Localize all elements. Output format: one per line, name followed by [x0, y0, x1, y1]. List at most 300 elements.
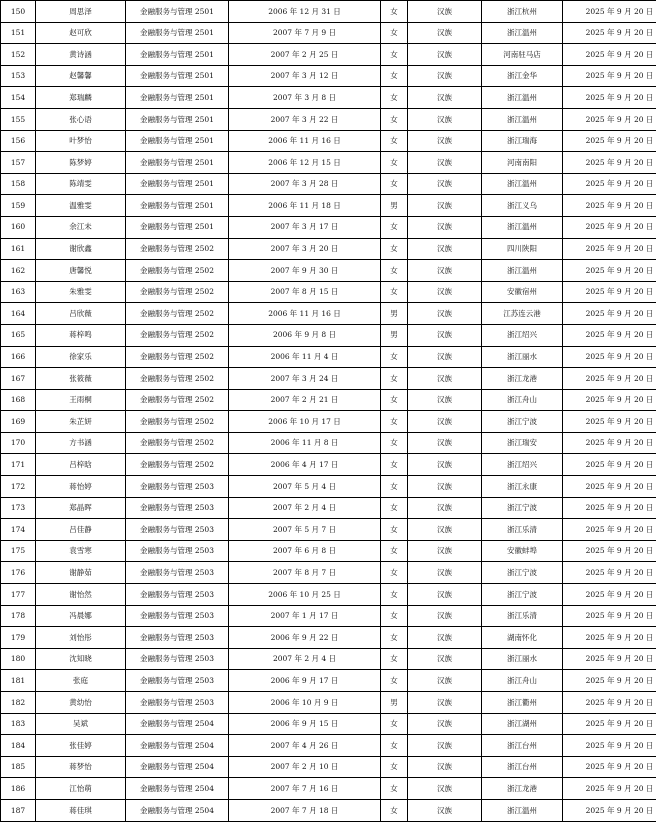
origin-cell: 浙江湖州 — [482, 713, 563, 735]
table-row — [1, 22, 656, 44]
student-name-cell: 蒋梦怡 — [36, 756, 126, 778]
row-number-cell: 168 — [1, 389, 36, 411]
origin-cell: 浙江宁波 — [482, 562, 563, 584]
enrollment-date-cell: 2025 年 9 月 20 日 — [563, 713, 656, 735]
class-name-cell: 金融服务与管理 2503 — [126, 497, 229, 519]
ethnicity-cell: 汉族 — [408, 87, 482, 109]
row-number-cell: 186 — [1, 778, 36, 800]
origin-cell: 浙江温州 — [482, 87, 563, 109]
student-name-cell: 吕佳静 — [36, 519, 126, 541]
row-number-cell: 154 — [1, 87, 36, 109]
student-name-cell: 沈知晓 — [36, 648, 126, 670]
table-row — [1, 389, 656, 411]
birth-date-cell: 2007 年 2 月 4 日 — [229, 497, 381, 519]
gender-cell: 男 — [381, 195, 408, 217]
class-name-cell: 金融服务与管理 2502 — [126, 432, 229, 454]
origin-cell: 浙江杭州 — [482, 1, 563, 23]
gender-cell: 女 — [381, 1, 408, 23]
enrollment-date-cell: 2025 年 9 月 20 日 — [563, 778, 656, 800]
student-name-cell: 刘怡彤 — [36, 627, 126, 649]
table-row — [1, 1, 656, 23]
row-number-cell: 183 — [1, 713, 36, 735]
enrollment-date-cell: 2025 年 9 月 20 日 — [563, 281, 656, 303]
class-name-cell: 金融服务与管理 2503 — [126, 519, 229, 541]
birth-date-cell: 2007 年 3 月 12 日 — [229, 65, 381, 87]
gender-cell: 女 — [381, 173, 408, 195]
enrollment-date-cell: 2025 年 9 月 20 日 — [563, 130, 656, 152]
ethnicity-cell: 汉族 — [408, 303, 482, 325]
table-row — [1, 44, 656, 66]
ethnicity-cell: 汉族 — [408, 713, 482, 735]
row-number-cell: 157 — [1, 152, 36, 174]
birth-date-cell: 2006 年 4 月 17 日 — [229, 454, 381, 476]
ethnicity-cell: 汉族 — [408, 476, 482, 498]
origin-cell: 四川陕阳 — [482, 238, 563, 260]
class-name-cell: 金融服务与管理 2501 — [126, 173, 229, 195]
ethnicity-cell: 汉族 — [408, 238, 482, 260]
row-number-cell: 177 — [1, 584, 36, 606]
gender-cell: 女 — [381, 87, 408, 109]
table-row — [1, 303, 656, 325]
row-number-cell: 185 — [1, 756, 36, 778]
birth-date-cell: 2007 年 5 月 7 日 — [229, 519, 381, 541]
table-row — [1, 324, 656, 346]
gender-cell: 女 — [381, 130, 408, 152]
row-number-cell: 174 — [1, 519, 36, 541]
gender-cell: 女 — [381, 778, 408, 800]
row-number-cell: 160 — [1, 216, 36, 238]
gender-cell: 女 — [381, 65, 408, 87]
table-row — [1, 152, 656, 174]
class-name-cell: 金融服务与管理 2502 — [126, 368, 229, 390]
origin-cell: 河南驻马店 — [482, 44, 563, 66]
origin-cell: 浙江永康 — [482, 476, 563, 498]
enrollment-date-cell: 2025 年 9 月 20 日 — [563, 368, 656, 390]
class-name-cell: 金融服务与管理 2501 — [126, 1, 229, 23]
table-row — [1, 195, 656, 217]
class-name-cell: 金融服务与管理 2502 — [126, 281, 229, 303]
row-number-cell: 170 — [1, 432, 36, 454]
class-name-cell: 金融服务与管理 2503 — [126, 627, 229, 649]
origin-cell: 浙江绍兴 — [482, 454, 563, 476]
table-row — [1, 108, 656, 130]
origin-cell: 浙江温州 — [482, 22, 563, 44]
student-name-cell: 吕梓晗 — [36, 454, 126, 476]
class-name-cell: 金融服务与管理 2503 — [126, 648, 229, 670]
birth-date-cell: 2006 年 12 月 15 日 — [229, 152, 381, 174]
enrollment-date-cell: 2025 年 9 月 20 日 — [563, 497, 656, 519]
gender-cell: 女 — [381, 670, 408, 692]
origin-cell: 浙江义乌 — [482, 195, 563, 217]
origin-cell: 浙江龙港 — [482, 778, 563, 800]
birth-date-cell: 2007 年 2 月 21 日 — [229, 389, 381, 411]
enrollment-date-cell: 2025 年 9 月 20 日 — [563, 670, 656, 692]
enrollment-date-cell: 2025 年 9 月 20 日 — [563, 648, 656, 670]
table-row — [1, 454, 656, 476]
row-number-cell: 163 — [1, 281, 36, 303]
table-row — [1, 713, 656, 735]
row-number-cell: 166 — [1, 346, 36, 368]
enrollment-date-cell: 2025 年 9 月 20 日 — [563, 173, 656, 195]
student-name-cell: 唐馨悦 — [36, 260, 126, 282]
ethnicity-cell: 汉族 — [408, 540, 482, 562]
class-name-cell: 金融服务与管理 2503 — [126, 584, 229, 606]
birth-date-cell: 2007 年 2 月 10 日 — [229, 756, 381, 778]
ethnicity-cell: 汉族 — [408, 562, 482, 584]
class-name-cell: 金融服务与管理 2504 — [126, 756, 229, 778]
student-name-cell: 冯晨娜 — [36, 605, 126, 627]
class-name-cell: 金融服务与管理 2504 — [126, 713, 229, 735]
ethnicity-cell: 汉族 — [408, 454, 482, 476]
origin-cell: 安徽蚌埠 — [482, 540, 563, 562]
student-name-cell: 谢欣鑫 — [36, 238, 126, 260]
gender-cell: 女 — [381, 216, 408, 238]
ethnicity-cell: 汉族 — [408, 389, 482, 411]
enrollment-date-cell: 2025 年 9 月 20 日 — [563, 411, 656, 433]
class-name-cell: 金融服务与管理 2502 — [126, 303, 229, 325]
row-number-cell: 162 — [1, 260, 36, 282]
ethnicity-cell: 汉族 — [408, 216, 482, 238]
birth-date-cell: 2007 年 1 月 17 日 — [229, 605, 381, 627]
student-name-cell: 陈靖雯 — [36, 173, 126, 195]
birth-date-cell: 2006 年 9 月 15 日 — [229, 713, 381, 735]
table-row — [1, 497, 656, 519]
class-name-cell: 金融服务与管理 2503 — [126, 692, 229, 714]
class-name-cell: 金融服务与管理 2504 — [126, 799, 229, 821]
gender-cell: 女 — [381, 368, 408, 390]
class-name-cell: 金融服务与管理 2502 — [126, 389, 229, 411]
table-row — [1, 519, 656, 541]
birth-date-cell: 2006 年 9 月 22 日 — [229, 627, 381, 649]
ethnicity-cell: 汉族 — [408, 670, 482, 692]
origin-cell: 浙江温州 — [482, 260, 563, 282]
ethnicity-cell: 汉族 — [408, 584, 482, 606]
birth-date-cell: 2007 年 7 月 9 日 — [229, 22, 381, 44]
class-name-cell: 金融服务与管理 2502 — [126, 260, 229, 282]
table-row — [1, 238, 656, 260]
student-name-cell: 郑瑞麟 — [36, 87, 126, 109]
table-row — [1, 130, 656, 152]
origin-cell: 浙江金华 — [482, 65, 563, 87]
birth-date-cell: 2006 年 10 月 9 日 — [229, 692, 381, 714]
birth-date-cell: 2007 年 7 月 18 日 — [229, 799, 381, 821]
enrollment-date-cell: 2025 年 9 月 20 日 — [563, 562, 656, 584]
origin-cell: 浙江乐清 — [482, 605, 563, 627]
table-row — [1, 670, 656, 692]
table-row — [1, 627, 656, 649]
table-row — [1, 65, 656, 87]
birth-date-cell: 2006 年 11 月 16 日 — [229, 130, 381, 152]
enrollment-date-cell: 2025 年 9 月 20 日 — [563, 22, 656, 44]
gender-cell: 女 — [381, 627, 408, 649]
birth-date-cell: 2007 年 3 月 20 日 — [229, 238, 381, 260]
gender-cell: 女 — [381, 562, 408, 584]
birth-date-cell: 2006 年 10 月 25 日 — [229, 584, 381, 606]
table-row — [1, 648, 656, 670]
gender-cell: 女 — [381, 605, 408, 627]
row-number-cell: 167 — [1, 368, 36, 390]
ethnicity-cell: 汉族 — [408, 778, 482, 800]
student-name-cell: 叶梦怡 — [36, 130, 126, 152]
enrollment-date-cell: 2025 年 9 月 20 日 — [563, 65, 656, 87]
birth-date-cell: 2007 年 4 月 26 日 — [229, 735, 381, 757]
birth-date-cell: 2006 年 9 月 8 日 — [229, 324, 381, 346]
class-name-cell: 金融服务与管理 2501 — [126, 65, 229, 87]
enrollment-date-cell: 2025 年 9 月 20 日 — [563, 195, 656, 217]
row-number-cell: 175 — [1, 540, 36, 562]
student-name-cell: 赵馨馨 — [36, 65, 126, 87]
table-row — [1, 87, 656, 109]
origin-cell: 安徽宿州 — [482, 281, 563, 303]
table-row — [1, 173, 656, 195]
origin-cell: 浙江乐清 — [482, 519, 563, 541]
origin-cell: 浙江衢州 — [482, 692, 563, 714]
enrollment-date-cell: 2025 年 9 月 20 日 — [563, 87, 656, 109]
student-name-cell: 周思泽 — [36, 1, 126, 23]
student-name-cell: 郑晶晖 — [36, 497, 126, 519]
birth-date-cell: 2007 年 9 月 30 日 — [229, 260, 381, 282]
class-name-cell: 金融服务与管理 2502 — [126, 324, 229, 346]
ethnicity-cell: 汉族 — [408, 65, 482, 87]
birth-date-cell: 2006 年 10 月 17 日 — [229, 411, 381, 433]
student-name-cell: 温雅雯 — [36, 195, 126, 217]
enrollment-date-cell: 2025 年 9 月 20 日 — [563, 799, 656, 821]
birth-date-cell: 2006 年 11 月 4 日 — [229, 346, 381, 368]
class-name-cell: 金融服务与管理 2504 — [126, 778, 229, 800]
enrollment-date-cell: 2025 年 9 月 20 日 — [563, 108, 656, 130]
gender-cell: 女 — [381, 735, 408, 757]
origin-cell: 浙江瑞安 — [482, 432, 563, 454]
gender-cell: 女 — [381, 476, 408, 498]
student-name-cell: 徐家乐 — [36, 346, 126, 368]
origin-cell: 浙江温州 — [482, 216, 563, 238]
row-number-cell: 161 — [1, 238, 36, 260]
row-number-cell: 180 — [1, 648, 36, 670]
student-name-cell: 吴斌 — [36, 713, 126, 735]
birth-date-cell: 2007 年 3 月 24 日 — [229, 368, 381, 390]
student-name-cell: 蒋怡婷 — [36, 476, 126, 498]
origin-cell: 浙江绍兴 — [482, 324, 563, 346]
ethnicity-cell: 汉族 — [408, 756, 482, 778]
origin-cell: 江苏连云港 — [482, 303, 563, 325]
table-row — [1, 584, 656, 606]
ethnicity-cell: 汉族 — [408, 627, 482, 649]
ethnicity-cell: 汉族 — [408, 799, 482, 821]
gender-cell: 女 — [381, 152, 408, 174]
enrollment-date-cell: 2025 年 9 月 20 日 — [563, 454, 656, 476]
origin-cell: 浙江台州 — [482, 756, 563, 778]
table-row — [1, 432, 656, 454]
row-number-cell: 165 — [1, 324, 36, 346]
birth-date-cell: 2007 年 2 月 25 日 — [229, 44, 381, 66]
gender-cell: 女 — [381, 454, 408, 476]
enrollment-date-cell: 2025 年 9 月 20 日 — [563, 519, 656, 541]
gender-cell: 女 — [381, 519, 408, 541]
class-name-cell: 金融服务与管理 2501 — [126, 195, 229, 217]
student-name-cell: 朱芷妍 — [36, 411, 126, 433]
ethnicity-cell: 汉族 — [408, 108, 482, 130]
ethnicity-cell: 汉族 — [408, 519, 482, 541]
student-name-cell: 陈梦婷 — [36, 152, 126, 174]
birth-date-cell: 2007 年 3 月 17 日 — [229, 216, 381, 238]
row-number-cell: 181 — [1, 670, 36, 692]
student-name-cell: 黄诗涵 — [36, 44, 126, 66]
enrollment-date-cell: 2025 年 9 月 20 日 — [563, 1, 656, 23]
gender-cell: 男 — [381, 692, 408, 714]
row-number-cell: 172 — [1, 476, 36, 498]
enrollment-date-cell: 2025 年 9 月 20 日 — [563, 346, 656, 368]
row-number-cell: 179 — [1, 627, 36, 649]
gender-cell: 女 — [381, 260, 408, 282]
class-name-cell: 金融服务与管理 2502 — [126, 411, 229, 433]
ethnicity-cell: 汉族 — [408, 605, 482, 627]
enrollment-date-cell: 2025 年 9 月 20 日 — [563, 756, 656, 778]
enrollment-date-cell: 2025 年 9 月 20 日 — [563, 44, 656, 66]
row-number-cell: 171 — [1, 454, 36, 476]
table-row — [1, 778, 656, 800]
gender-cell: 女 — [381, 44, 408, 66]
gender-cell: 女 — [381, 389, 408, 411]
table-row — [1, 476, 656, 498]
origin-cell: 浙江宁波 — [482, 497, 563, 519]
student-name-cell: 谢怡然 — [36, 584, 126, 606]
origin-cell: 浙江龙港 — [482, 368, 563, 390]
ethnicity-cell: 汉族 — [408, 1, 482, 23]
origin-cell: 湖南怀化 — [482, 627, 563, 649]
birth-date-cell: 2006 年 9 月 17 日 — [229, 670, 381, 692]
table-row — [1, 605, 656, 627]
gender-cell: 女 — [381, 238, 408, 260]
class-name-cell: 金融服务与管理 2501 — [126, 44, 229, 66]
gender-cell: 女 — [381, 648, 408, 670]
row-number-cell: 153 — [1, 65, 36, 87]
origin-cell: 浙江温州 — [482, 108, 563, 130]
class-name-cell: 金融服务与管理 2501 — [126, 87, 229, 109]
row-number-cell: 173 — [1, 497, 36, 519]
ethnicity-cell: 汉族 — [408, 260, 482, 282]
gender-cell: 女 — [381, 584, 408, 606]
birth-date-cell: 2007 年 3 月 8 日 — [229, 87, 381, 109]
origin-cell: 浙江宁波 — [482, 584, 563, 606]
row-number-cell: 150 — [1, 1, 36, 23]
row-number-cell: 187 — [1, 799, 36, 821]
origin-cell: 浙江台州 — [482, 735, 563, 757]
gender-cell: 女 — [381, 799, 408, 821]
student-name-cell: 张佳婷 — [36, 735, 126, 757]
origin-cell: 浙江温州 — [482, 173, 563, 195]
birth-date-cell: 2007 年 8 月 15 日 — [229, 281, 381, 303]
enrollment-date-cell: 2025 年 9 月 20 日 — [563, 627, 656, 649]
row-number-cell: 182 — [1, 692, 36, 714]
student-name-cell: 蒋梓鸣 — [36, 324, 126, 346]
table-row — [1, 216, 656, 238]
table-row — [1, 540, 656, 562]
enrollment-date-cell: 2025 年 9 月 20 日 — [563, 152, 656, 174]
gender-cell: 男 — [381, 324, 408, 346]
row-number-cell: 152 — [1, 44, 36, 66]
birth-date-cell: 2007 年 8 月 7 日 — [229, 562, 381, 584]
row-number-cell: 156 — [1, 130, 36, 152]
student-name-cell: 朱雅雯 — [36, 281, 126, 303]
row-number-cell: 159 — [1, 195, 36, 217]
student-name-cell: 吕欣薇 — [36, 303, 126, 325]
origin-cell: 河南南阳 — [482, 152, 563, 174]
student-name-cell: 王雨桐 — [36, 389, 126, 411]
origin-cell: 浙江舟山 — [482, 389, 563, 411]
origin-cell: 浙江丽水 — [482, 346, 563, 368]
enrollment-date-cell: 2025 年 9 月 20 日 — [563, 605, 656, 627]
ethnicity-cell: 汉族 — [408, 411, 482, 433]
enrollment-date-cell: 2025 年 9 月 20 日 — [563, 584, 656, 606]
gender-cell: 女 — [381, 22, 408, 44]
class-name-cell: 金融服务与管理 2502 — [126, 454, 229, 476]
student-name-cell: 蒋佳琪 — [36, 799, 126, 821]
ethnicity-cell: 汉族 — [408, 735, 482, 757]
gender-cell: 女 — [381, 497, 408, 519]
birth-date-cell: 2007 年 3 月 28 日 — [229, 173, 381, 195]
table-row — [1, 281, 656, 303]
enrollment-date-cell: 2025 年 9 月 20 日 — [563, 692, 656, 714]
birth-date-cell: 2006 年 11 月 8 日 — [229, 432, 381, 454]
table-row — [1, 735, 656, 757]
table-row — [1, 411, 656, 433]
ethnicity-cell: 汉族 — [408, 497, 482, 519]
class-name-cell: 金融服务与管理 2501 — [126, 152, 229, 174]
class-name-cell: 金融服务与管理 2503 — [126, 562, 229, 584]
row-number-cell: 169 — [1, 411, 36, 433]
class-name-cell: 金融服务与管理 2501 — [126, 130, 229, 152]
gender-cell: 男 — [381, 303, 408, 325]
ethnicity-cell: 汉族 — [408, 173, 482, 195]
ethnicity-cell: 汉族 — [408, 152, 482, 174]
row-number-cell: 184 — [1, 735, 36, 757]
birth-date-cell: 2007 年 3 月 22 日 — [229, 108, 381, 130]
class-name-cell: 金融服务与管理 2501 — [126, 216, 229, 238]
enrollment-date-cell: 2025 年 9 月 20 日 — [563, 216, 656, 238]
ethnicity-cell: 汉族 — [408, 692, 482, 714]
class-name-cell: 金融服务与管理 2503 — [126, 605, 229, 627]
ethnicity-cell: 汉族 — [408, 281, 482, 303]
row-number-cell: 178 — [1, 605, 36, 627]
student-name-cell: 张心语 — [36, 108, 126, 130]
origin-cell: 浙江宁波 — [482, 411, 563, 433]
table-row — [1, 692, 656, 714]
table-row — [1, 260, 656, 282]
origin-cell: 浙江丽水 — [482, 648, 563, 670]
class-name-cell: 金融服务与管理 2504 — [126, 735, 229, 757]
class-name-cell: 金融服务与管理 2503 — [126, 670, 229, 692]
row-number-cell: 151 — [1, 22, 36, 44]
origin-cell: 浙江瑞海 — [482, 130, 563, 152]
student-name-cell: 张筱薇 — [36, 368, 126, 390]
ethnicity-cell: 汉族 — [408, 648, 482, 670]
enrollment-date-cell: 2025 年 9 月 20 日 — [563, 260, 656, 282]
gender-cell: 女 — [381, 281, 408, 303]
enrollment-date-cell: 2025 年 9 月 20 日 — [563, 238, 656, 260]
table-row — [1, 346, 656, 368]
table-row — [1, 756, 656, 778]
table-row — [1, 799, 656, 821]
ethnicity-cell: 汉族 — [408, 130, 482, 152]
class-name-cell: 金融服务与管理 2503 — [126, 476, 229, 498]
gender-cell: 女 — [381, 756, 408, 778]
ethnicity-cell: 汉族 — [408, 346, 482, 368]
class-name-cell: 金融服务与管理 2502 — [126, 238, 229, 260]
table-body — [1, 1, 656, 822]
birth-date-cell: 2006 年 11 月 16 日 — [229, 303, 381, 325]
birth-date-cell: 2007 年 7 月 16 日 — [229, 778, 381, 800]
student-name-cell: 赵可欣 — [36, 22, 126, 44]
